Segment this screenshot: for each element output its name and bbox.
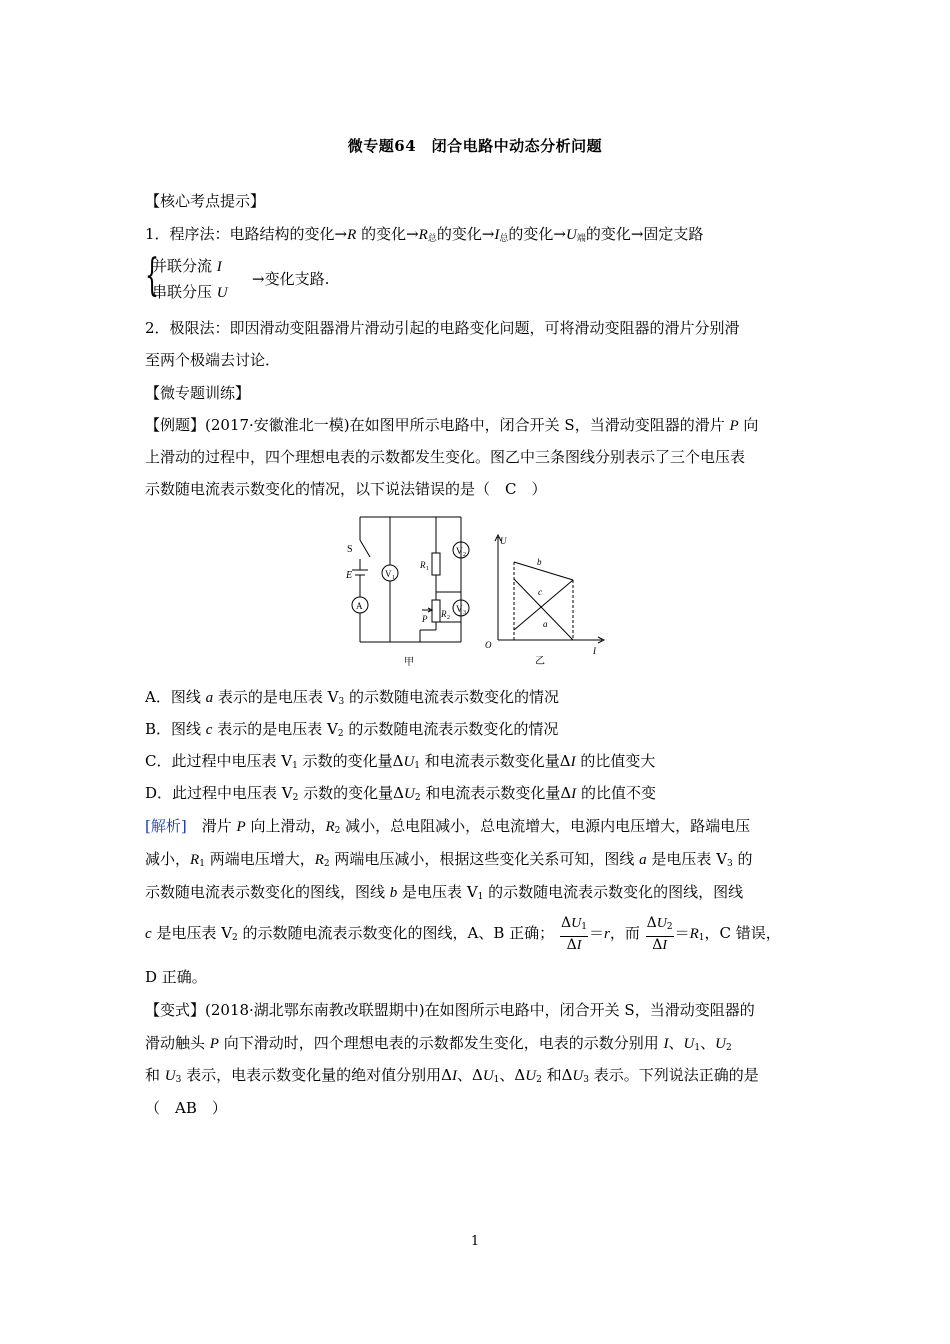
left-brace: { xyxy=(145,250,159,301)
label-jia: 甲 xyxy=(404,657,414,668)
paragraph-method-2-line1: 2．极限法：即因滑动变阻器滑片滑动引起的电路变化问题，可将滑动变阻器的滑片分别滑 xyxy=(145,319,740,337)
option-A: A．图线 a 表示的是电压表 $V_3$ 的示数随电流表示数变化的情况 xyxy=(145,688,559,707)
brace-arrow-text: →变化支路. xyxy=(252,270,330,288)
fraction-dU1-dI: $\frac{\Delta U_1}{\Delta I}$ xyxy=(560,914,587,953)
analysis-line4: c 是电压表 $V_2$ 的示数随电流表示数变化的图线，A、B 正确； $\frac{\Delta U_1}{\Delta I}$ ＝r，而 $\frac{\Delta U_2}{\Delta I}$ $=R_1$，C 错误， xyxy=(145,914,781,953)
label-V1-sub: 1 xyxy=(392,575,395,581)
label-R2-sub: 2 xyxy=(447,615,450,621)
circuit-labels xyxy=(345,544,466,668)
label-R1-sub: 1 xyxy=(426,566,429,572)
analysis-line2: 减小，$R_1$ 两端电压增大，$R_2$ 两端电压减小，根据这些变化关系可知，图线 a 是电压表 $V_3$ 的 xyxy=(145,850,753,869)
option-B: B．图线 c 表示的是电压表 $V_2$ 的示数随电流表示数变化的情况 xyxy=(145,720,559,739)
brace-item-series: 串联分压 U xyxy=(152,283,228,301)
label-V3-sub: 3 xyxy=(463,610,466,616)
label-R1: R xyxy=(420,560,426,570)
fraction-dU2-dI: $\frac{\Delta U_2}{\Delta I}$ xyxy=(646,914,673,953)
graph-diagram xyxy=(495,535,604,643)
variant-line1: 【变式】(2018·湖北鄂东南教改联盟期中)在如图所示电路中，闭合开关 S，当滑动变阻器的 xyxy=(145,1001,755,1019)
option-C: C．此过程中电压表 $V_1$ 示数的变化量$\Delta U_1$ 和电流表示数变化量ΔI 的比值变大 xyxy=(145,752,656,771)
label-I-axis: I xyxy=(593,646,596,656)
page-title: 微专题64 闭合电路中动态分析问题 xyxy=(347,137,603,155)
label-origin: O xyxy=(485,640,492,650)
label-yi: 乙 xyxy=(535,656,545,667)
label-line-c: c xyxy=(538,587,542,597)
analysis-line3: 示数随电流表示数变化的图线，图线 b 是电压表 $V_1$ 的示数随电流表示数变化的图线，图线 xyxy=(145,883,744,902)
graph-labels xyxy=(485,536,597,667)
example-line1: 【例题】(2017·安徽淮北一模)在如图甲所示电路中，闭合开关 S，当滑动变阻器的滑片 P 向 xyxy=(145,416,759,434)
example-line3: 示数随电流表示数变化的情况，以下说法错误的是（ C ） xyxy=(145,480,547,498)
paragraph-method-2-line2: 至两个极端去讨论． xyxy=(145,351,281,369)
label-P: P xyxy=(422,614,428,624)
label-line-a: a xyxy=(543,619,548,629)
analysis-line1: [解析] 滑片 P 向上滑动，$R_2$ 减小，总电阻减小，总电流增大，电源内电压增大，路端电压 xyxy=(145,817,751,836)
section-heading-kaodian: 【核心考点提示】 xyxy=(145,192,266,210)
label-line-b: b xyxy=(537,557,542,567)
label-S: S xyxy=(347,544,353,555)
label-V2-sub: 2 xyxy=(463,552,466,558)
section-heading-xunlian: 【微专题训练】 xyxy=(145,384,251,402)
label-E: E xyxy=(346,570,353,581)
analysis-line5: D 正确。 xyxy=(145,968,207,986)
variant-line4: （ AB ） xyxy=(145,1099,227,1117)
circuit-diagram xyxy=(352,517,469,642)
label-V3: V xyxy=(456,604,463,614)
page-number: 1 xyxy=(470,1234,480,1249)
label-U-axis: U xyxy=(500,536,507,546)
example-line2: 上滑动的过程中，四个理想电表的示数都发生变化。图乙中三条图线分别表示了三个电压表 xyxy=(145,448,746,466)
option-D: D．此过程中电压表 $V_2$ 示数的变化量$\Delta U_2$ 和电流表示数变化量ΔI 的比值不变 xyxy=(145,784,656,803)
label-V2: V xyxy=(456,546,463,556)
variant-line3: 和 $U_3$ 表示，电表示数变化量的绝对值分别用ΔI、$\Delta U_1$、$\Delta U_2$ 和$\Delta U_3$ 表示。下列说法正确的是 xyxy=(145,1066,759,1085)
brace-item-parallel: 并联分流 I xyxy=(152,257,222,275)
label-A: A xyxy=(356,601,363,611)
circuit-and-graph-figure xyxy=(340,512,620,672)
paragraph-method-1: 1．程序法：电路结构的变化→R 的变化$\to R_总$的变化$\to I_总$的变化$\to U_端$的变化→固定支路 xyxy=(145,225,704,244)
label-V1: V xyxy=(385,569,392,579)
label-R2: R xyxy=(441,609,447,619)
variant-line2: 滑动触头 P 向下滑动时，四个理想电表的示数都发生变化，电表的示数分别用 I、$U_1$、$U_2$ xyxy=(145,1034,732,1053)
